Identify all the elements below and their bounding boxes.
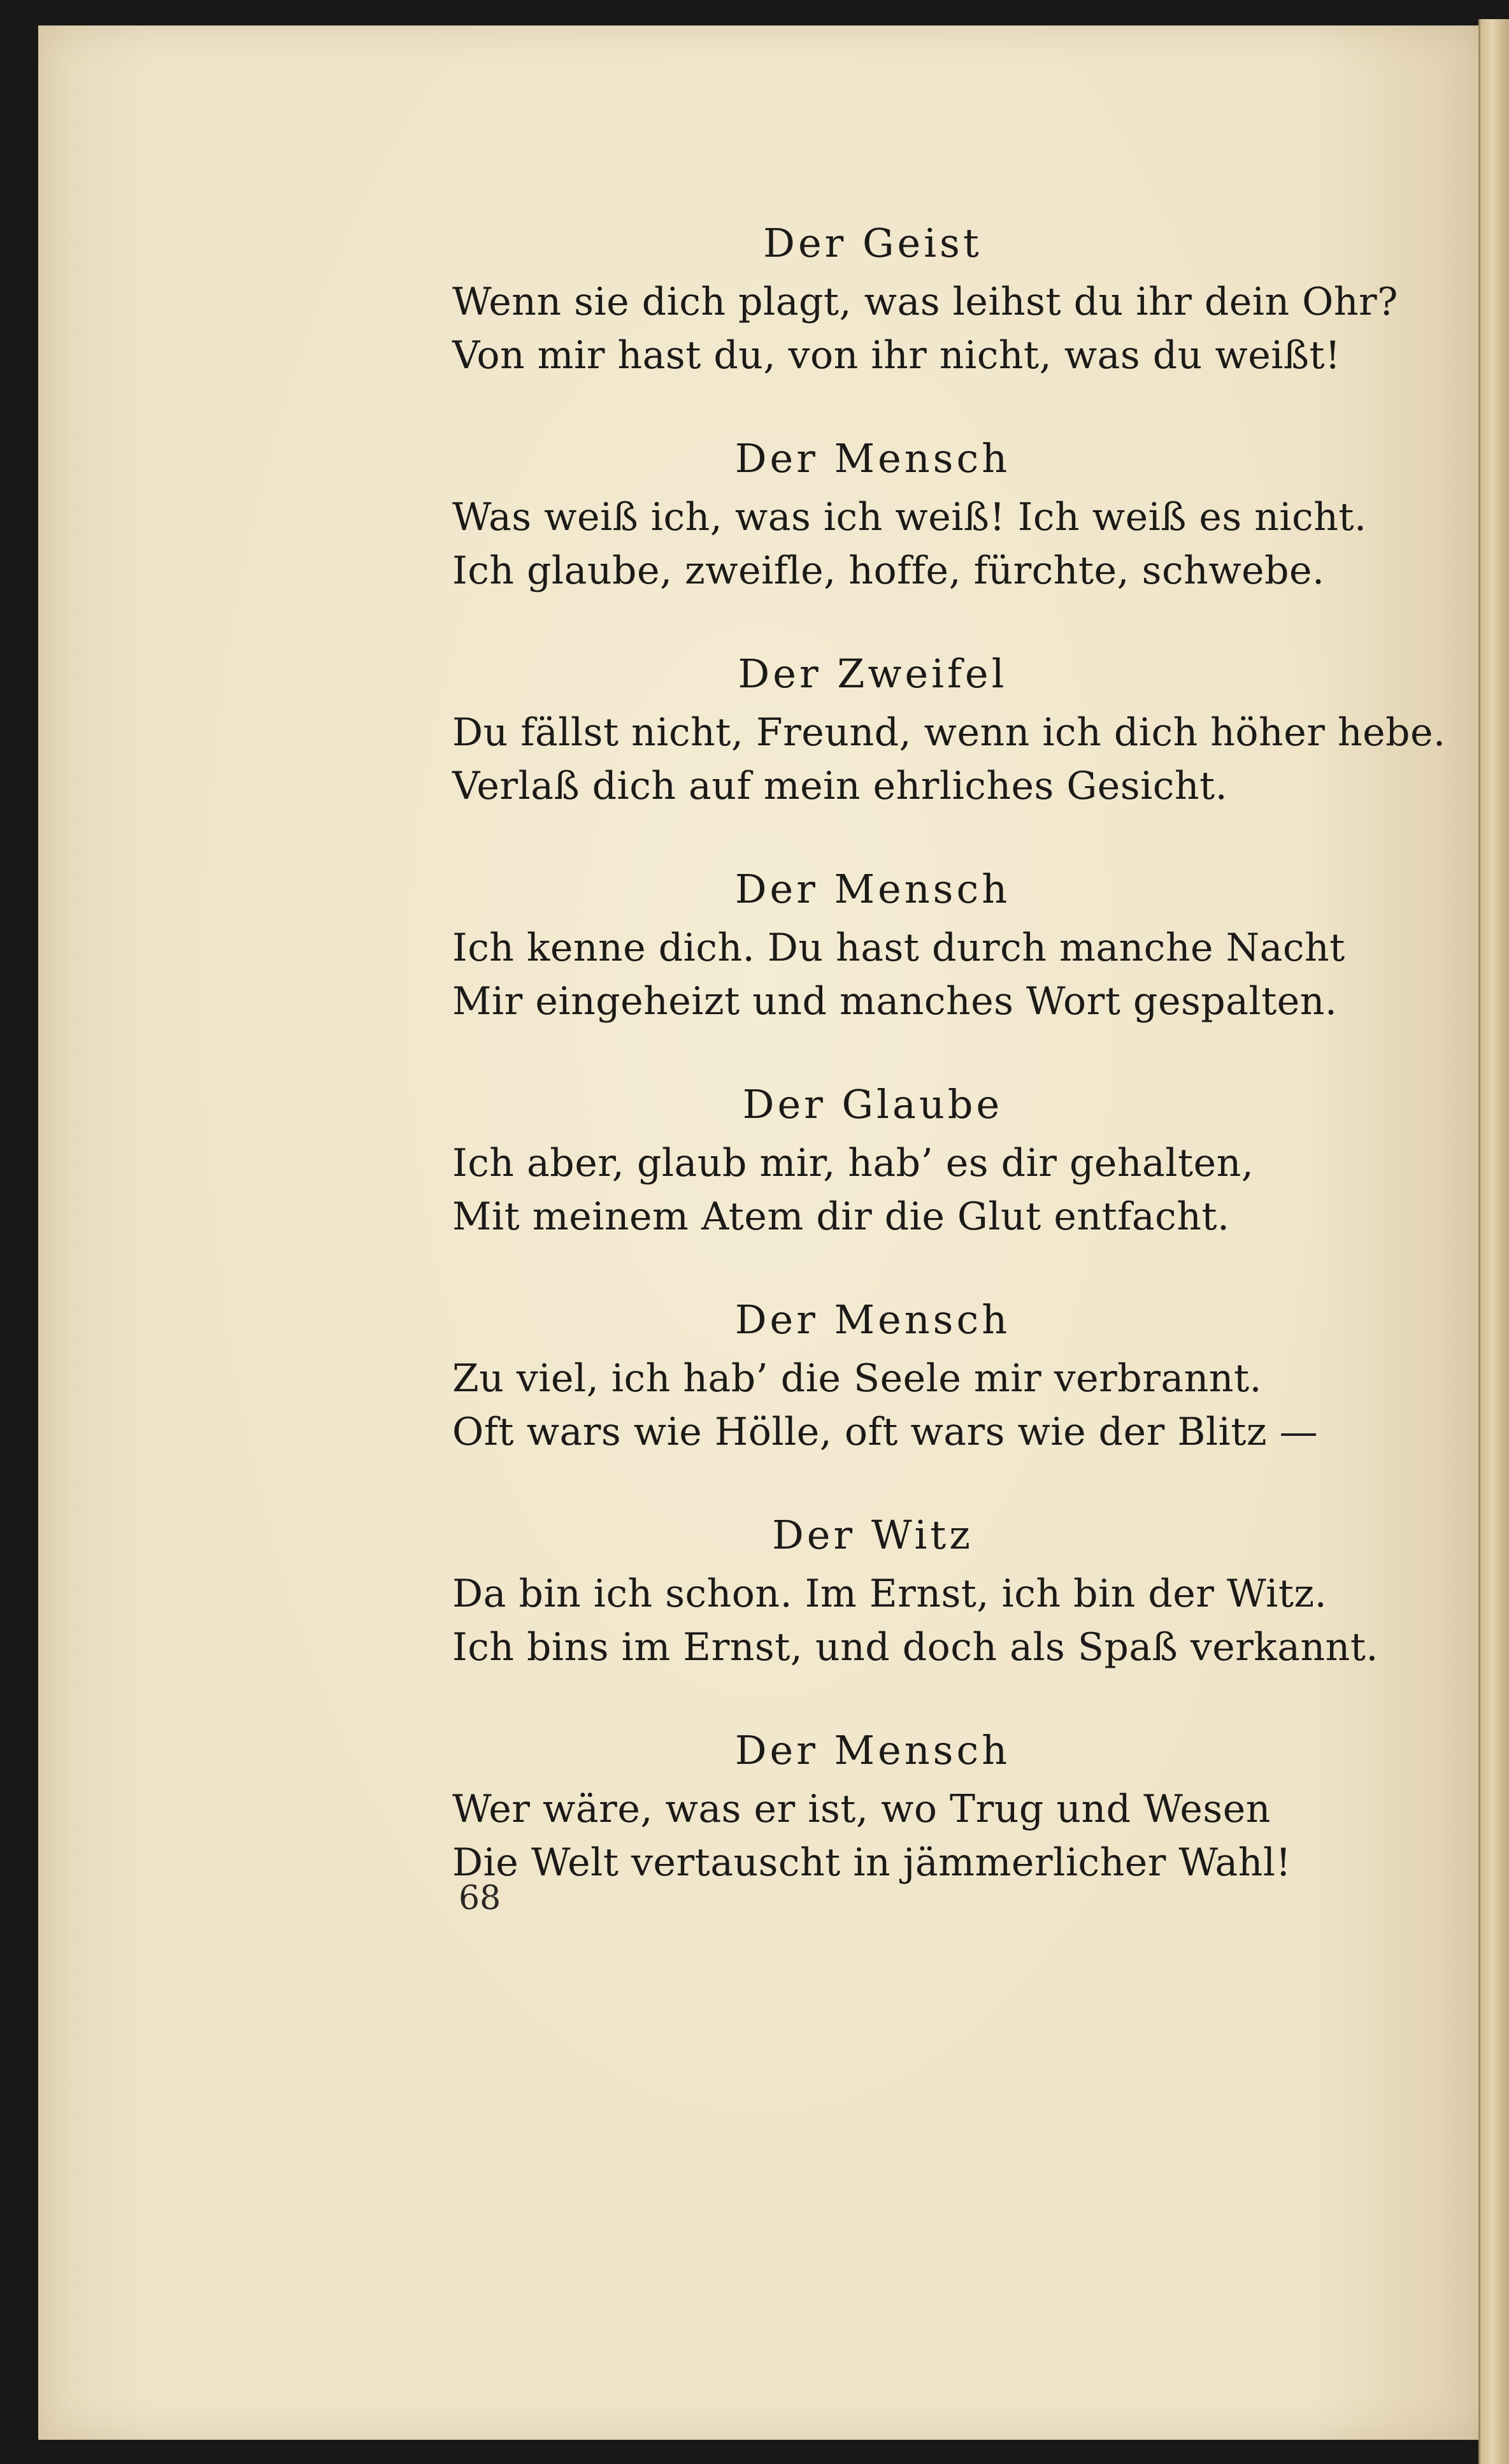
book-gutter bbox=[1478, 19, 1509, 2464]
verse-line: Da bin ich schon. Im Ernst, ich bin der Witz. bbox=[452, 1572, 1327, 1616]
stanza bbox=[452, 1078, 1408, 1243]
poem-text bbox=[452, 217, 1446, 1939]
speaker-heading: Der Zweifel bbox=[738, 650, 1008, 697]
stanza bbox=[452, 647, 1446, 813]
verse-line: Wenn sie dich plagt, was leihst du ihr dein Ohr? bbox=[452, 280, 1398, 324]
speaker-heading: Der Mensch bbox=[734, 1296, 1011, 1343]
speaker-heading: Der Witz bbox=[772, 1512, 973, 1558]
verse-line: Verlaß dich auf mein ehrliches Gesicht. bbox=[452, 764, 1228, 808]
verse-line: Oft wars wie Hölle, oft wars wie der Blitz — bbox=[452, 1410, 1319, 1454]
verse-line: Wer wäre, was er ist, wo Trug und Wesen bbox=[452, 1787, 1271, 1831]
stanza bbox=[452, 1724, 1408, 1889]
speaker-heading: Der Mensch bbox=[734, 1727, 1011, 1773]
verse-line: Mir eingeheizt und manches Wort gespalten. bbox=[452, 979, 1338, 1024]
verse-line: Ich aber, glaub mir, hab’ es dir gehalten, bbox=[452, 1141, 1254, 1185]
stanza bbox=[452, 1508, 1408, 1674]
verse-line: Von mir hast du, von ihr nicht, was du weißt! bbox=[452, 333, 1341, 378]
speaker-heading: Der Glaube bbox=[742, 1081, 1003, 1128]
verse-line: Ich kenne dich. Du hast durch manche Nacht bbox=[452, 926, 1345, 970]
speaker-heading: Der Mensch bbox=[734, 435, 1011, 482]
stanza bbox=[452, 1293, 1408, 1459]
speaker-heading: Der Mensch bbox=[734, 866, 1011, 912]
stanza bbox=[452, 217, 1408, 382]
verse-line: Die Welt vertauscht in jämmerlicher Wahl! bbox=[452, 1840, 1292, 1885]
verse-line: Was weiß ich, was ich weiß! Ich weiß es nicht. bbox=[452, 495, 1367, 540]
stanza bbox=[452, 863, 1408, 1028]
page-number: 68 bbox=[459, 1879, 501, 1917]
verse-line: Du fällst nicht, Freund, wenn ich dich höher hebe. bbox=[452, 710, 1446, 755]
verse-line: Ich glaube, zweifle, hoffe, fürchte, schwebe. bbox=[452, 548, 1325, 593]
speaker-heading: Der Geist bbox=[763, 220, 982, 266]
stanza bbox=[452, 432, 1408, 598]
book-page bbox=[38, 25, 1484, 2440]
verse-line: Ich bins im Ernst, und doch als Spaß verkannt. bbox=[452, 1625, 1379, 1670]
verse-line: Zu viel, ich hab’ die Seele mir verbrannt. bbox=[452, 1356, 1262, 1401]
verse-line: Mit meinem Atem dir die Glut entfacht. bbox=[452, 1194, 1230, 1239]
